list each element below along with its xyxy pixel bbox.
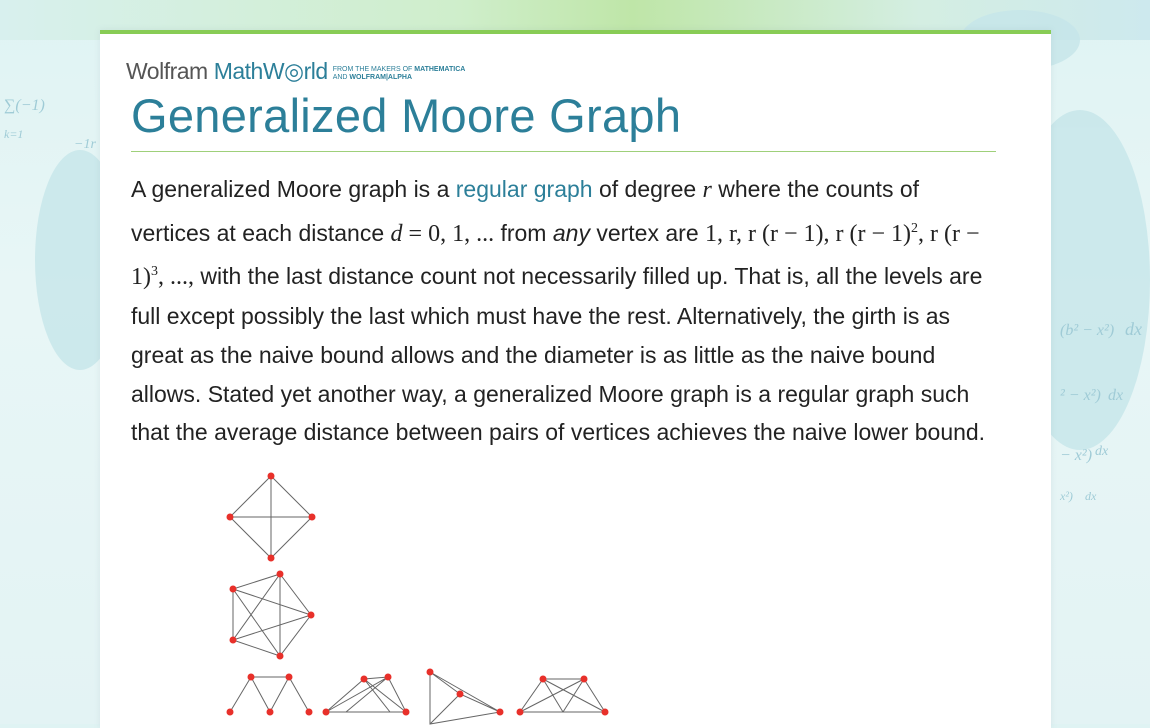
math-counts: 1, r, r (r − 1), r $(r - 1)^2$, r $(r - 1)^3$, ..., — [131, 220, 980, 291]
logo-mathworld-text: MathW◎rld — [213, 58, 328, 84]
article-card — [100, 30, 1051, 728]
svg-text:∑(−1): ∑(−1) — [4, 97, 45, 114]
regular-graph-link[interactable]: regular graph — [455, 176, 593, 202]
svg-text:dx: dx — [1095, 444, 1109, 459]
math-var-d: d — [390, 220, 403, 247]
math-var-r: r — [702, 177, 712, 203]
svg-text:dx: dx — [1125, 319, 1142, 339]
svg-text:(b² − x²): (b² − x²) — [1060, 322, 1115, 339]
moore-graph-illustrations — [100, 34, 1051, 728]
svg-text:dx: dx — [1108, 387, 1124, 404]
svg-text:dx: dx — [1085, 489, 1097, 503]
logo-wolfram-text: Wolfram — [126, 58, 208, 84]
svg-text:x²): x²) — [1060, 489, 1073, 503]
article-paragraph: A generalized Moore graph is a regular graph of degree r where the counts of vertices at each distance d = 0, 1, ... from any vertex are 1, r, r (r − 1), r $(r - 1)^2$, r $(r - 1)^3$, ..., with the last distance count not necessarily filled up. That is, all the levels are full except possibly the last which must have the rest. Alternatively, the girth is as great as the naive bound allows and the diameter is as little as the naive bound allows. Stated yet another way, a generalized Moore graph is a regular graph such that the average distance between pairs of vertices achieves the naive lower bound. — [131, 176, 986, 446]
svg-text:k=1: k=1 — [4, 127, 24, 141]
svg-text:² − x²): ² − x²) — [1060, 387, 1101, 404]
svg-text:− x²): − x²) — [1060, 447, 1093, 464]
page-title: Generalized Moore Graph — [131, 89, 682, 142]
logo-tagline: FROM THE MAKERS OF MATHEMATICA AND WOLFRAM|ALPHA — [332, 66, 466, 81]
svg-text:−1r: −1r — [74, 137, 96, 152]
